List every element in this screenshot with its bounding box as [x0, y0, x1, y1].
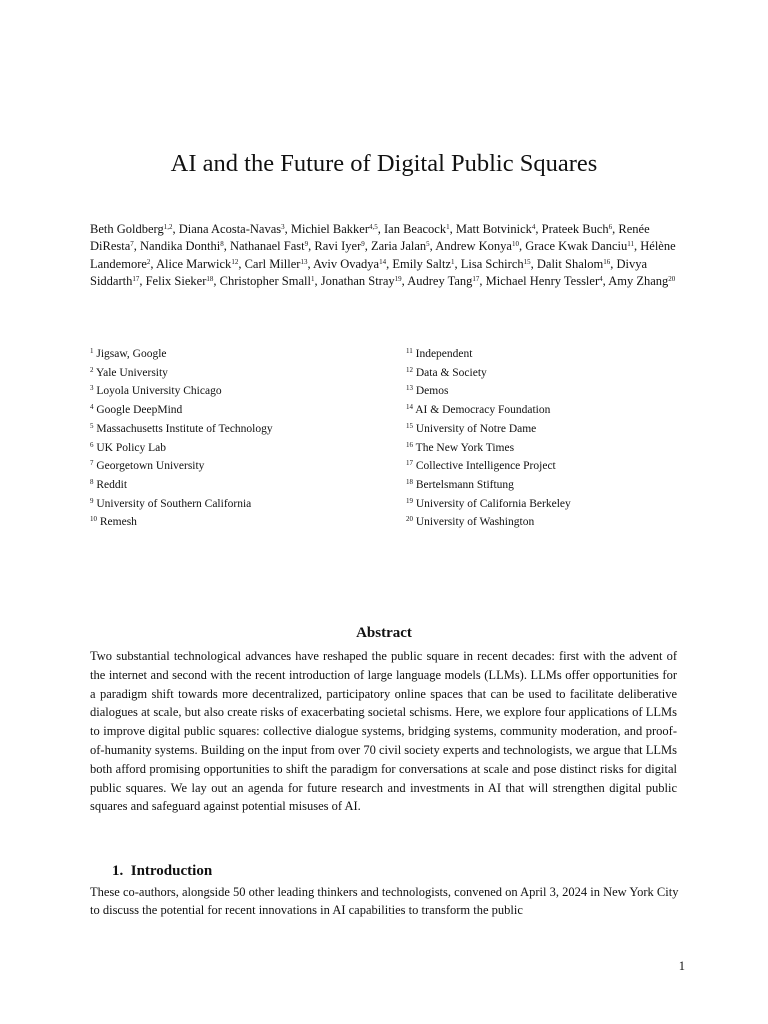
author-name: Jonathan Stray — [320, 274, 395, 289]
affiliation-item — [90, 457, 273, 476]
author-name: Felix Sieker — [145, 274, 207, 289]
affiliation-item — [90, 495, 273, 514]
author — [156, 257, 238, 271]
abstract-text: Two substantial technological advances have reshaped the public square in recent decades: first with the advent of the internet and second with the recent introduction of large language models (LLMs). LLMs offer opportunities for a paradigm shift towards more decentralized, participatory online spaces that can be used to facilitate deliberative dialogues at scale, but also create risks of exacerbating societal schisms. Here, we explore four applications of LLMs to improve digital public squares: collective dialogue systems, bridging systems, community moderation, and proof-of-humanity systems. Building on the input from over 70 civil society experts and technologists, we argue that LLMs both afford promising opportunities to shift the paradigm for conversations at scale and pose distinct risks for digital public squares. We lay out an agenda for future research and investments in AI that will strengthen digital public squares and safeguard against potential misuses of AI. — [90, 649, 677, 814]
abstract-heading: Abstract — [356, 625, 412, 641]
introduction-text: These co-authors, alongside 50 other leading thinkers and technologists, convened on April 3, 2024 in New York City to discuss the potential for recent innovations in AI capabilities to transform the public — [90, 885, 679, 917]
author-affiliation-mark: 6 — [608, 223, 613, 231]
author — [392, 257, 454, 271]
author-affiliation-mark: 19 — [394, 275, 402, 284]
author-name: Alice Marwick — [155, 256, 232, 271]
author-name: Prateek Buch — [541, 222, 609, 236]
author-affiliation-mark: 15 — [523, 257, 531, 266]
author-affiliation-mark: 3 — [281, 223, 285, 231]
author — [291, 222, 378, 236]
author — [314, 239, 364, 253]
author — [525, 239, 634, 253]
affiliations-left-column — [90, 345, 273, 532]
author-name: Ravi Iyer — [314, 239, 362, 254]
author-name: Michiel Bakker — [290, 222, 369, 236]
section-heading-introduction: 1. Introduction — [112, 863, 213, 879]
author — [435, 239, 519, 253]
author — [321, 274, 402, 288]
author-affiliation-mark: 4 — [531, 223, 536, 231]
affiliation-number: 17 — [406, 459, 413, 468]
author-affiliation-mark: 13 — [300, 257, 308, 266]
affiliation-number: 16 — [406, 440, 413, 449]
author-affiliation-mark: 1,2 — [163, 223, 173, 231]
author-name: Matt Botvinick — [455, 222, 532, 236]
affiliation-number: 1 — [90, 347, 94, 355]
affiliation-item — [406, 420, 571, 439]
affiliation-number: 7 — [90, 459, 94, 468]
affiliation-item — [406, 401, 571, 420]
author-name: Christopher Small — [219, 274, 311, 289]
affiliation-number: 15 — [406, 421, 413, 430]
affiliation-number: 6 — [90, 440, 94, 449]
author-affiliation-mark: 10 — [511, 240, 519, 249]
author-affiliation-mark: 5 — [426, 240, 430, 249]
affiliation-number: 4 — [90, 403, 94, 412]
author-name: Carl Miller — [244, 256, 301, 271]
affiliations-right-column — [406, 345, 571, 532]
affiliation-item — [406, 513, 571, 532]
author — [456, 222, 536, 236]
author — [486, 274, 603, 288]
affiliation-name: Yale University — [95, 366, 168, 379]
affiliation-item — [90, 382, 273, 401]
author-affiliation-mark: 14 — [379, 257, 387, 266]
author-affiliation-mark: 12 — [231, 257, 239, 266]
author-affiliation-mark: 11 — [627, 240, 634, 249]
affiliation-number: 5 — [90, 421, 94, 430]
affiliation-item — [406, 476, 571, 495]
author-list: Beth Goldberg$^{1,2}$, Diana Acosta-Navas$^3$, Michiel Bakker$^{4,5}$, Ian Beacock$^1$, Matt Botvinick$^4$, Prateek Buch$^6$, Renée DiResta$^7$, Nandika Donthi$^8$, Nathanael Fast$^9$, Ravi Iyer$^9$, Zaria Jalan$^5$, Andrew Konya$^{10}$, Grace Kwak Danciu$^{11}$, Hélène Landemore$^2$, Alice Marwick$^{12}$, Carl Miller$^{13}$, Aviv Ovadya$^{14}$, Emily Saltz$^1$, Lisa Schirch$^{15}$, Dalit Shalom$^{16}$, Divya Siddarth$^{17}$, Felix Sieker$^{18}$, Christopher Small$^1$, Jonathan Stray$^{19}$, Audrey Tang$^{17}$, Michael Henry Tessler$^4$, Amy Zhang$^{20}$ — [90, 222, 676, 289]
author-affiliation-mark: 4,5 — [368, 223, 378, 231]
author-affiliation-mark: 4 — [599, 275, 603, 284]
affiliation-name: University of Southern California — [96, 497, 252, 510]
affiliation-number: 12 — [406, 365, 413, 374]
author-name: Lisa Schirch — [460, 256, 524, 271]
author — [146, 274, 214, 288]
author — [313, 257, 386, 271]
author-name: Aviv Ovadya — [313, 256, 380, 271]
author — [461, 257, 531, 271]
affiliation-number: 19 — [406, 496, 413, 505]
author — [90, 222, 172, 236]
affiliation-name: UK Policy Lab — [96, 441, 167, 454]
author-name: Audrey Tang — [407, 274, 473, 289]
author — [140, 239, 224, 253]
affiliation-name: Massachusetts Institute of Technology — [96, 422, 273, 435]
author-affiliation-mark: 9 — [304, 240, 309, 249]
affiliation-number: 8 — [90, 477, 94, 486]
affiliation-name: University of California Berkeley — [415, 497, 571, 510]
affiliation-item — [90, 513, 273, 532]
affiliation-item — [90, 345, 273, 364]
affiliation-name: Google DeepMind — [96, 404, 183, 417]
affiliation-name: Collective Intelligence Project — [415, 460, 556, 473]
affiliation-name: Reddit — [96, 478, 128, 491]
affiliation-number: 14 — [406, 403, 413, 412]
author-name: Diana Acosta-Navas — [178, 222, 282, 236]
author-affiliation-mark: 17 — [472, 275, 480, 284]
affiliation-name: University of Notre Dame — [415, 422, 537, 435]
affiliation-number: 20 — [406, 515, 413, 524]
affiliation-number: 18 — [406, 477, 413, 486]
affiliation-item — [406, 457, 571, 476]
affiliation-name: Remesh — [99, 516, 137, 529]
author — [537, 257, 610, 271]
author — [542, 222, 613, 236]
affiliation-name: The New York Times — [415, 441, 515, 454]
author-affiliation-mark: 7 — [130, 240, 134, 249]
author-name: Michael Henry Tessler — [485, 274, 600, 289]
affiliation-number: 13 — [406, 384, 413, 393]
author — [245, 257, 308, 271]
author-affiliation-mark: 1 — [451, 257, 455, 266]
author-affiliation-mark: 9 — [361, 240, 365, 249]
affiliation-number: 11 — [406, 347, 413, 355]
author-affiliation-mark: 18 — [206, 275, 214, 284]
affiliation-item — [90, 364, 273, 383]
author-name: Amy Zhang — [608, 274, 669, 289]
affiliation-name: Independent — [415, 348, 473, 360]
author-affiliation-mark: 1 — [446, 223, 450, 231]
affiliation-item — [406, 439, 571, 458]
author-name: Emily Saltz — [392, 256, 452, 271]
author-name: Renée DiResta — [90, 222, 650, 254]
author-affiliation-mark: 2 — [146, 257, 151, 266]
author-name: Zaria Jalan — [370, 239, 427, 254]
affiliation-item — [406, 382, 571, 401]
author-name: Ian Beacock — [383, 222, 447, 236]
author-name: Nandika Donthi — [140, 239, 221, 254]
author — [179, 222, 285, 236]
affiliation-item — [406, 495, 571, 514]
affiliation-item — [90, 420, 273, 439]
page-number: 1 — [678, 959, 685, 973]
author-affiliation-mark: 20 — [668, 275, 676, 284]
affiliation-name: Loyola University Chicago — [96, 385, 222, 398]
author-name: Andrew Konya — [435, 239, 512, 254]
affiliation-name: Jigsaw, Google — [96, 348, 167, 360]
author-name: Divya Siddarth — [90, 256, 648, 289]
affiliation-name: University of Washington — [415, 516, 535, 529]
affiliation-item — [90, 476, 273, 495]
author-name: Grace Kwak Danciu — [525, 239, 628, 254]
author — [608, 274, 675, 288]
affiliation-item — [406, 364, 571, 383]
affiliation-name: Georgetown University — [96, 460, 205, 473]
affiliation-name: Demos — [415, 385, 449, 398]
affiliation-number: 9 — [90, 496, 94, 505]
affiliation-name: Bertelsmann Stiftung — [415, 478, 514, 491]
author — [220, 274, 315, 288]
author-name: Dalit Shalom — [536, 256, 604, 271]
affiliation-number: 10 — [90, 515, 97, 524]
affiliation-item — [90, 439, 273, 458]
author — [230, 239, 308, 253]
author-name: Nathanael Fast — [229, 239, 305, 254]
author-name: Hélène Landemore — [90, 239, 676, 271]
affiliation-name: AI & Democracy Foundation — [415, 404, 551, 417]
author — [384, 222, 450, 236]
affiliation-number: 2 — [90, 365, 94, 374]
affiliation-item — [90, 401, 273, 420]
affiliation-item — [406, 345, 571, 364]
author-name: Beth Goldberg — [90, 222, 164, 236]
author — [407, 274, 479, 288]
author-affiliation-mark: 16 — [603, 257, 611, 266]
author-affiliation-mark: 1 — [310, 275, 315, 284]
affiliation-name: Data & Society — [415, 366, 487, 379]
paper-title: AI and the Future of Digital Public Squares — [170, 150, 598, 177]
affiliation-number: 3 — [90, 384, 94, 393]
author — [371, 239, 430, 253]
author-affiliation-mark: 8 — [220, 240, 224, 249]
author-affiliation-mark: 17 — [132, 275, 140, 284]
